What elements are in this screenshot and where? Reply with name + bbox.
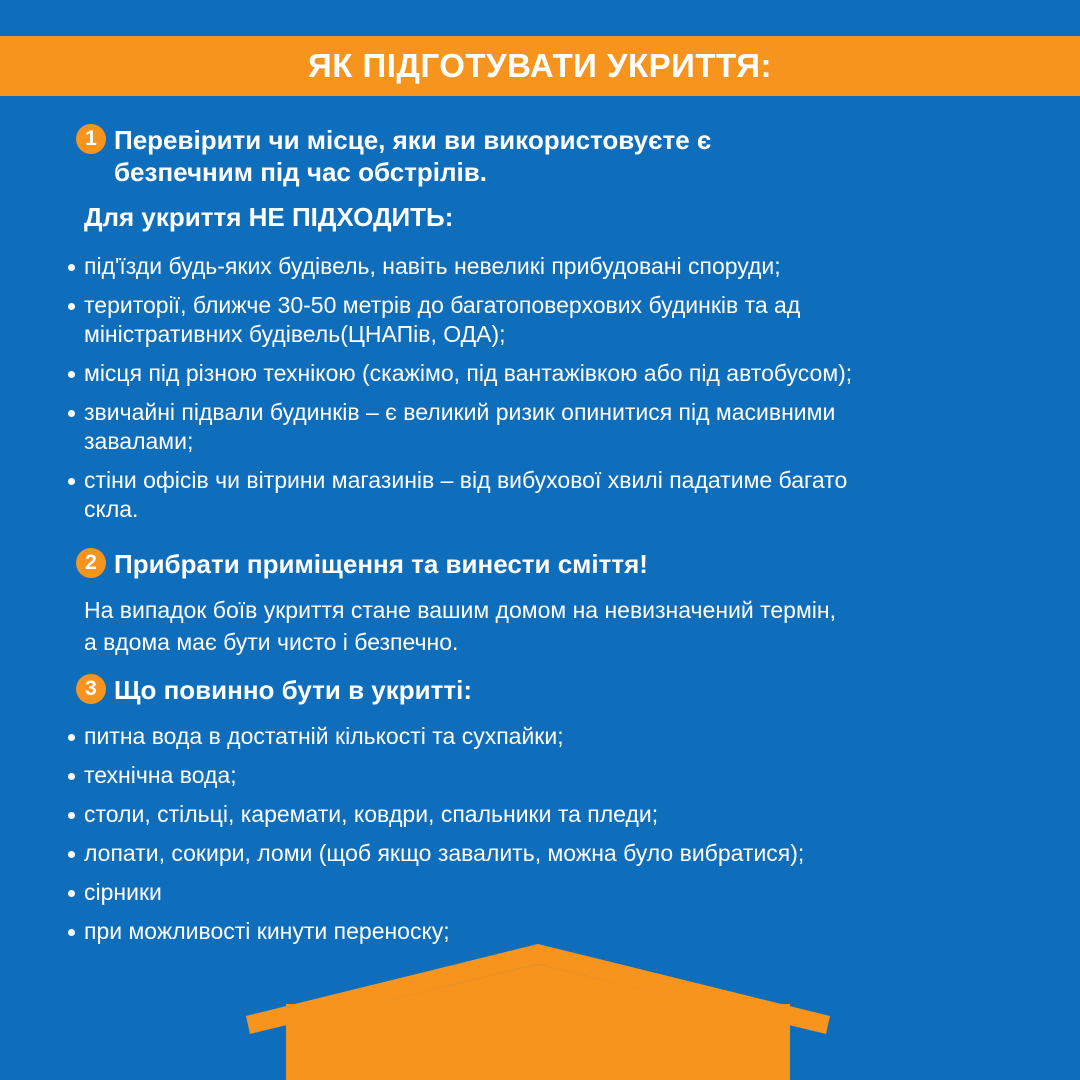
list-item: технічна вода; bbox=[66, 761, 804, 790]
bullet-icon bbox=[68, 478, 75, 485]
bullet-icon bbox=[68, 851, 75, 858]
bullet-icon bbox=[68, 929, 75, 936]
not-suitable-subtitle: Для укриття НЕ ПІДХОДИТЬ: bbox=[84, 202, 454, 232]
section-2-heading bbox=[76, 548, 648, 580]
number-badge-1: 1 bbox=[76, 124, 106, 154]
section-1-title: Перевірити чи місце, яки ви використовуєте є безпечним під час обстрілів. bbox=[114, 125, 712, 187]
section-3-title: Що повинно бути в укритті: bbox=[114, 675, 472, 705]
number-badge-2: 2 bbox=[76, 548, 106, 578]
list-item: лопати, сокири, ломи (щоб якщо завалить, можна було вибратися); bbox=[66, 839, 804, 868]
list-item: звичайні підвали будинків – є великий ризик опинитися під масивними завалами; bbox=[66, 398, 852, 456]
bullet-icon bbox=[68, 410, 75, 417]
page-title: ЯК ПІДГОТУВАТИ УКРИТТЯ: bbox=[308, 47, 772, 84]
title-banner bbox=[0, 36, 1080, 96]
section-3-heading bbox=[76, 674, 472, 706]
list-item: місця під різною технікою (скажімо, під вантажівкою або під автобусом); bbox=[66, 359, 852, 388]
section-1-heading bbox=[76, 124, 711, 188]
list-item: питна вода в достатній кількості та сухпайки; bbox=[66, 722, 804, 751]
bullet-icon bbox=[68, 371, 75, 378]
number-badge-3: 3 bbox=[76, 674, 106, 704]
list-item: під'їзди будь-яких будівель, навіть невеликі прибудовані споруди; bbox=[66, 252, 852, 281]
bullet-icon bbox=[68, 773, 75, 780]
bullet-icon bbox=[68, 812, 75, 819]
list-item: столи, стільці, каремати, ковдри, спальники та пледи; bbox=[66, 800, 804, 829]
not-suitable-list bbox=[66, 252, 852, 524]
list-item: території, ближче 30-50 метрів до багатоповерхових будинків та ад міністративних будівель(ЦНАПів, ОДА); bbox=[66, 291, 852, 349]
list-item: стіни офісів чи вітрини магазинів – від вибухової хвилі падатиме багато скла. bbox=[66, 466, 852, 524]
house-roof-icon bbox=[246, 944, 830, 1080]
section-2-title: Прибрати приміщення та винести сміття! bbox=[114, 549, 648, 579]
bullet-icon bbox=[68, 303, 75, 310]
list-item: при можливості кинути переноску; bbox=[66, 917, 804, 946]
bullet-icon bbox=[68, 264, 75, 271]
bullet-icon bbox=[68, 890, 75, 897]
shelter-items-list bbox=[66, 722, 804, 946]
list-item: сірники bbox=[66, 878, 804, 907]
bullet-icon bbox=[68, 734, 75, 741]
section-2-text: На випадок боїв укриття стане вашим домом на невизначений термін, а вдома має бути чисто і безпечно. bbox=[84, 597, 836, 655]
